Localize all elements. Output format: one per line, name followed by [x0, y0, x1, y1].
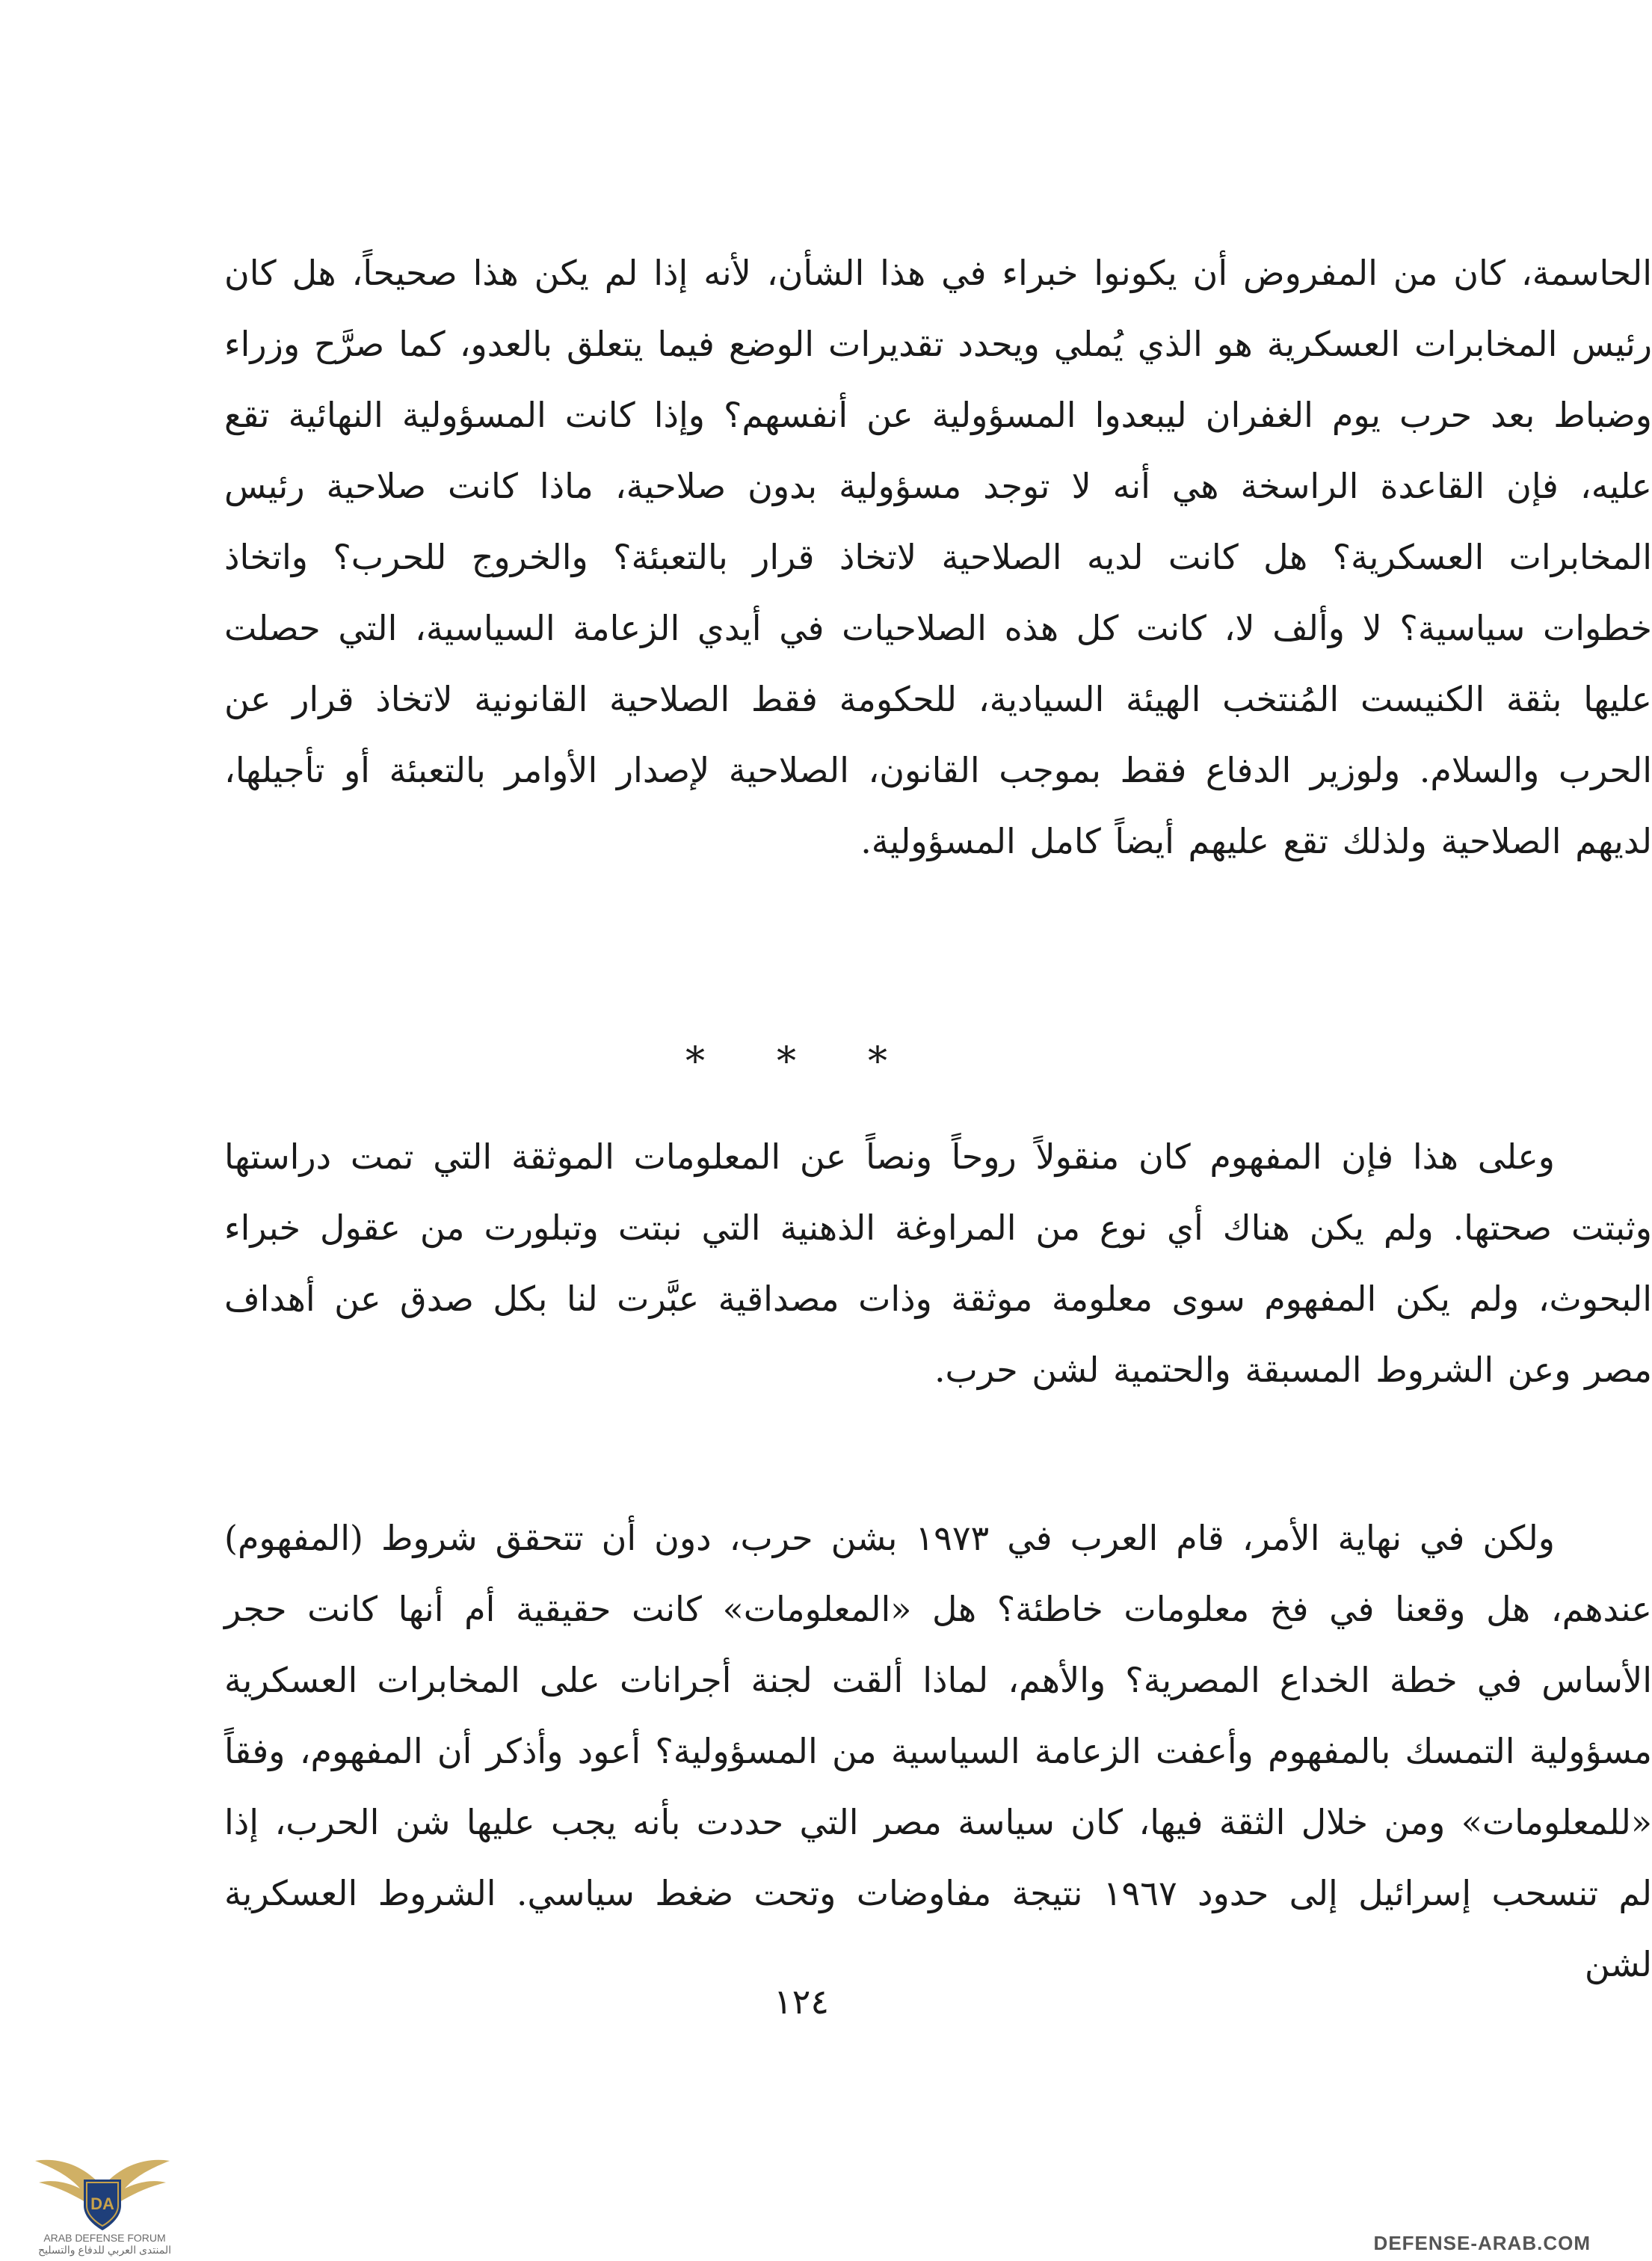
- paragraph-1-text: الحاسمة، كان من المفروض أن يكونوا خبراء في هذا الشأن، لأنه إذا لم يكن هذا صحيحاً، هل كان رئيس المخابرات العسكرية هو الذي يُملي ويحدد تقديرات الوضع فيما يتعلق بالعدو، كما صرَّح وزراء وضباط بعد حرب يوم الغفران ليبعدوا المسؤولية عن أنفسهم؟ وإذا كانت المسؤولية النهائية تقع عليه، فإن القاعدة الراسخة هي أنه لا توجد مسؤولية بدون صلاحية، ماذا كانت صلاحية رئيس المخابرات العسكرية؟ هل كانت لديه الصلاحية لاتخاذ قرار بالتعبئة؟ والخروج للحرب؟ واتخاذ خطوات سياسية؟ لا وألف لا، كانت كل هذه الصلاحيات في أيدي الزعامة السياسية، التي حصلت عليها بثقة الكنيست المُنتخب الهيئة السيادية، للحكومة فقط الصلاحية القانونية لاتخاذ قرار عن الحرب والسلام. ولوزير الدفاع فقط بموجب القانون، الصلاحية لإصدار الأوامر بالتعبئة أو تأجيلها، لديهم الصلاحية ولذلك تقع عليهم أيضاً كامل المسؤولية.: [224, 253, 1652, 861]
- paragraph-3-text: ولكن في نهاية الأمر، قام العرب في ١٩٧٣ بشن حرب، دون أن تتحقق شروط (المفهوم) عندهم، هل وقعنا في فخ معلومات خاطئة؟ هل «المعلومات» كانت حقيقية أم أنها كانت حجر الأساس في خطة الخداع المصرية؟ والأهم، لماذا ألقت لجنة أجرانات على المخابرات العسكرية مسؤولية التمسك بالمفهوم وأعفت الزعامة السياسية من المسؤولية؟ أعود وأذكر أن المفهوم، وفقاً «للمعلومات» ومن خلال الثقة فيها، كان سياسة مصر التي حددت بأنه يجب عليها شن الحرب، إذا لم تنسحب إسرائيل إلى حدود ١٩٦٧ نتيجة مفاوضات وتحت ضغط سياسي. الشروط العسكرية لشن: [224, 1518, 1652, 1984]
- separator-star-3: *: [868, 1039, 917, 1084]
- page-number: ١٢٤: [773, 1981, 830, 2022]
- separator-star-2: *: [777, 1039, 826, 1084]
- site-watermark: DEFENSE-ARAB.COM: [1373, 2232, 1591, 2254]
- logo-caption-english: ARAB DEFENSE FORUM: [43, 2232, 166, 2244]
- logo-letters: DA: [90, 2194, 114, 2213]
- section-separator: [0, 1039, 1603, 1084]
- logo-caption-arabic: المنتدى العربي للدفاع والتسليح: [38, 2244, 171, 2256]
- paragraph-2: [224, 1122, 1652, 1406]
- separator-star-1: *: [685, 1039, 735, 1084]
- logo-caption: [15, 2232, 194, 2256]
- paragraph-2-text: وعلى هذا فإن المفهوم كان منقولاً روحاً ونصاً عن المعلومات الموثقة التي تمت دراستها وثبتت صحتها. ولم يكن هناك أي نوع من المراوغة الذهنية التي نبتت وتبلورت من عقول خبراء البحوث، ولم يكن المفهوم سوى معلومة موثقة وذات مصداقية عبَّرت لنا بكل صدق عن أهداف مصر وعن الشروط المسبقة والحتمية لشن حرب.: [224, 1136, 1652, 1390]
- paragraph-1: [224, 238, 1652, 877]
- forum-logo-icon: [31, 2135, 173, 2247]
- paragraph-3: [224, 1503, 1652, 2000]
